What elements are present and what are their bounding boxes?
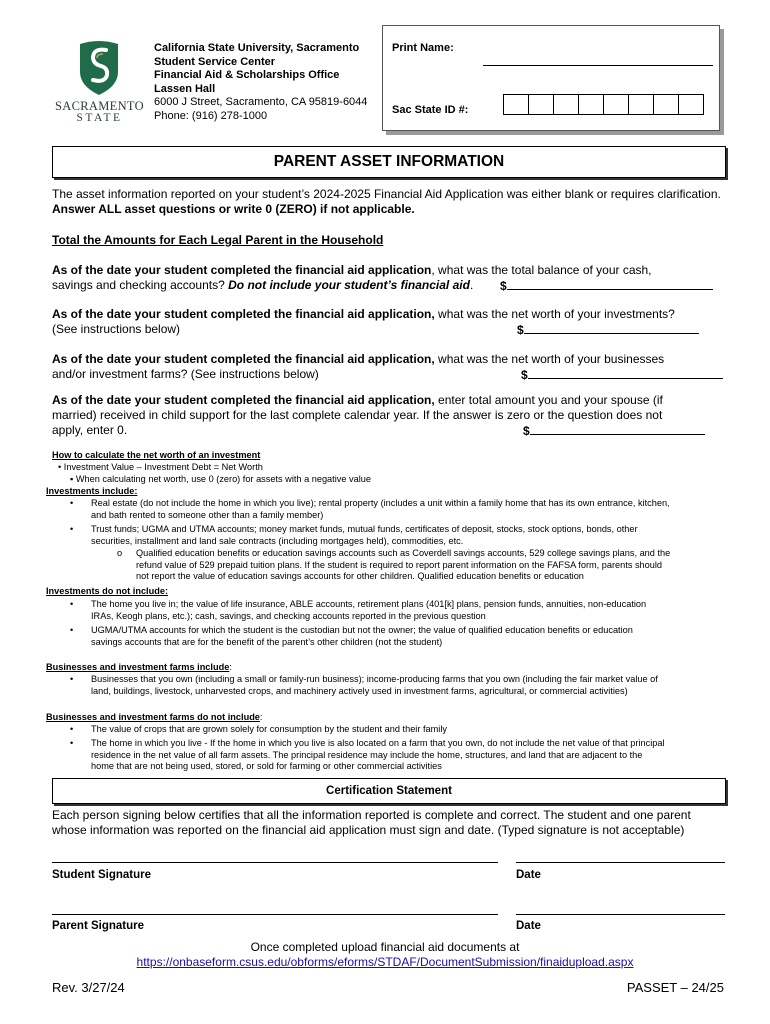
upload-link[interactable]: https://onbaseform.csus.edu/obforms/eforms/STDAF/DocumentSubmission/finaidupload.aspx bbox=[136, 955, 634, 969]
id-digit-box[interactable] bbox=[553, 94, 579, 115]
parent-signature-line[interactable] bbox=[52, 914, 498, 915]
id-digit-box[interactable] bbox=[603, 94, 629, 115]
id-digit-box[interactable] bbox=[578, 94, 604, 115]
question-text: . bbox=[469, 278, 474, 292]
list-item: The home you live in; the value of life insurance, ABLE accounts, retirement plans (401[k] plans, pension funds, annuities, non-education IRAs, Keogh plans, etc.); cash, savings, and checking accounts reported in the previous question bbox=[91, 599, 647, 621]
biz-exclude-heading: Businesses and investment farms do not include: bbox=[46, 712, 263, 722]
intro-paragraph bbox=[52, 187, 732, 217]
question-lead: As of the date your student completed the financial aid application, bbox=[52, 393, 435, 407]
parent-signature-label: Parent Signature bbox=[52, 920, 145, 932]
print-name-label: Print Name: bbox=[392, 42, 454, 54]
revision-date: Rev. 3/27/24 bbox=[52, 980, 125, 995]
print-name-field[interactable] bbox=[483, 65, 713, 66]
list-item: The home in which you live - If the home in which you live is also located on a farm that you own, do not include the net value of that principal residence in the net value of all farm assets. The principal residence may include the home, structures, and land that are adjacent to the home that are not being used, stored, or sold for farming or other commercial activities bbox=[91, 738, 665, 772]
inv-exclude-heading: Investments do not include: bbox=[46, 586, 168, 596]
answer-field-4[interactable] bbox=[523, 423, 705, 439]
question-text: (See instructions below) bbox=[52, 322, 181, 336]
bullet-circle: o bbox=[117, 548, 123, 558]
bullet-dot: • bbox=[70, 738, 74, 748]
list-item: Trust funds; UGMA and UTMA accounts; money market funds, mutual funds, certificates of deposit, stocks, stock options, bonds, other securities, installment and land sale contracts (including mortgages held), commodities, etc. bbox=[91, 524, 638, 546]
student-date-line[interactable] bbox=[516, 862, 725, 863]
id-digit-box[interactable] bbox=[628, 94, 654, 115]
address-line: Student Service Center bbox=[154, 55, 276, 68]
question-lead: As of the date your student completed the financial aid application bbox=[52, 263, 432, 277]
list-item: Real estate (do not include the home in which you live); rental property (includes a unit within a family home that has its own entrance, kitchen, and bath rented to someone other than a family member) bbox=[91, 498, 670, 520]
question-text: savings and checking accounts? bbox=[52, 278, 225, 292]
form-code: PASSET – 24/25 bbox=[626, 980, 724, 995]
answer-field-1[interactable] bbox=[500, 278, 713, 294]
question-text: married) received in child support for the last complete calendar year. If the answer is zero or the question does not bbox=[52, 408, 663, 422]
certification-heading: Certification Statement bbox=[52, 778, 726, 804]
student-date-label: Date bbox=[516, 869, 541, 881]
student-signature-label: Student Signature bbox=[52, 869, 152, 881]
bullet-dot: • bbox=[70, 724, 74, 734]
parent-date-label: Date bbox=[516, 920, 541, 932]
question-text: what was the net worth of your businesses bbox=[434, 352, 665, 366]
calc-formula: • Investment Value – Investment Debt = Net Worth bbox=[58, 462, 263, 472]
bullet-dot: • bbox=[70, 524, 74, 534]
bullet-dot: • bbox=[70, 625, 74, 635]
dollar-sign: $ bbox=[517, 323, 524, 337]
question-text: enter total amount you and your spouse (if bbox=[434, 393, 663, 407]
question-text: what was the net worth of your investments? bbox=[434, 307, 675, 321]
intro-bold: Answer ALL asset questions or write 0 (ZERO) if not applicable. bbox=[52, 202, 415, 216]
question-emphasis: Do not include your student’s financial aid bbox=[228, 278, 470, 292]
student-id-box bbox=[382, 25, 720, 131]
dollar-sign: $ bbox=[500, 279, 507, 293]
question-text: apply, enter 0. bbox=[52, 423, 128, 437]
id-digit-box[interactable] bbox=[678, 94, 704, 115]
sacramento-state-logo bbox=[52, 38, 147, 130]
id-digit-box[interactable] bbox=[653, 94, 679, 115]
list-item: The value of crops that are grown solely for consumption by the student and their family bbox=[91, 724, 447, 734]
logo-wordmark-line2: STATE bbox=[76, 112, 123, 124]
list-item: UGMA/UTMA accounts for which the student is the custodian but not the owner; the value of qualified education benefits or education savings accounts that are for the benefit of the parent’s other children (not the student) bbox=[91, 625, 633, 647]
bullet-dot: • bbox=[70, 599, 74, 609]
page-title: PARENT ASSET INFORMATION bbox=[52, 146, 726, 178]
biz-include-heading: Businesses and investment farms include: bbox=[46, 662, 232, 672]
dollar-sign: $ bbox=[523, 424, 530, 438]
address-line: California State University, Sacramento bbox=[154, 42, 360, 54]
answer-field-2[interactable] bbox=[517, 322, 699, 338]
answer-blank[interactable] bbox=[507, 278, 713, 290]
list-subitem: Qualified education benefits or education savings accounts such as Coverdell savings accounts, 529 college savings plans, and the refund value of 529 prepaid tuition plans. If the student is required to report parent information on the FAFSA form, parents should not report the value of education savings accounts for other children. Qualified education benefits or education bbox=[136, 548, 671, 582]
address-line: Phone: (916) 278-1000 bbox=[154, 109, 268, 122]
upload-instruction: Once completed upload financial aid documents at bbox=[250, 940, 520, 954]
bullet-dot: • bbox=[70, 674, 74, 684]
calc-negative: ▪ When calculating net worth, use 0 (zero) for assets with a negative value bbox=[70, 474, 371, 484]
logo-wordmark-line1: SACRAMENTO bbox=[55, 99, 144, 113]
inv-include-heading: Investments include: bbox=[46, 486, 138, 496]
answer-blank[interactable] bbox=[530, 423, 705, 435]
address-line: 6000 J Street, Sacramento, CA 95819-6044 bbox=[154, 96, 368, 108]
certification-text: Each person signing below certifies that all the information reported is complete and correct. The student and one parent whose information was reported on the financial aid application must sign and date. (Typed signature is not acceptable) bbox=[52, 808, 691, 837]
address-line: Financial Aid & Scholarships Office bbox=[154, 69, 340, 81]
list-item: Businesses that you own (including a small or family-run business); income-producing farms that you own (including the fair market value of land, buildings, livestock, unharvested crops, and machinery actively used in investment farms, agricultural, or commercial activities) bbox=[91, 674, 658, 696]
address-line: Lassen Hall bbox=[154, 82, 216, 95]
hornet-s-icon bbox=[76, 38, 122, 96]
section-heading: Total the Amounts for Each Legal Parent in the Household bbox=[52, 233, 384, 247]
question-lead: As of the date your student completed the financial aid application, bbox=[52, 352, 435, 366]
answer-blank[interactable] bbox=[524, 322, 699, 334]
dollar-sign: $ bbox=[521, 368, 528, 382]
intro-text: The asset information reported on your student’s 2024-2025 Financial Aid Application was either blank or requires clarification. bbox=[52, 187, 721, 201]
answer-field-3[interactable] bbox=[521, 367, 723, 383]
office-address bbox=[154, 42, 367, 123]
state-id-label: Sac State ID #: bbox=[392, 104, 469, 116]
question-text: , what was the total balance of your cash, bbox=[431, 263, 652, 277]
parent-date-line[interactable] bbox=[516, 914, 725, 915]
id-digit-box[interactable] bbox=[503, 94, 529, 115]
calc-heading: How to calculate the net worth of an investment bbox=[52, 450, 261, 460]
student-signature-line[interactable] bbox=[52, 862, 498, 863]
bullet-dot: • bbox=[70, 498, 74, 508]
question-lead: As of the date your student completed the financial aid application, bbox=[52, 307, 435, 321]
answer-blank[interactable] bbox=[528, 367, 723, 379]
question-text: and/or investment farms? (See instructions below) bbox=[52, 367, 319, 381]
id-digit-box[interactable] bbox=[528, 94, 554, 115]
state-id-field[interactable] bbox=[503, 94, 703, 115]
